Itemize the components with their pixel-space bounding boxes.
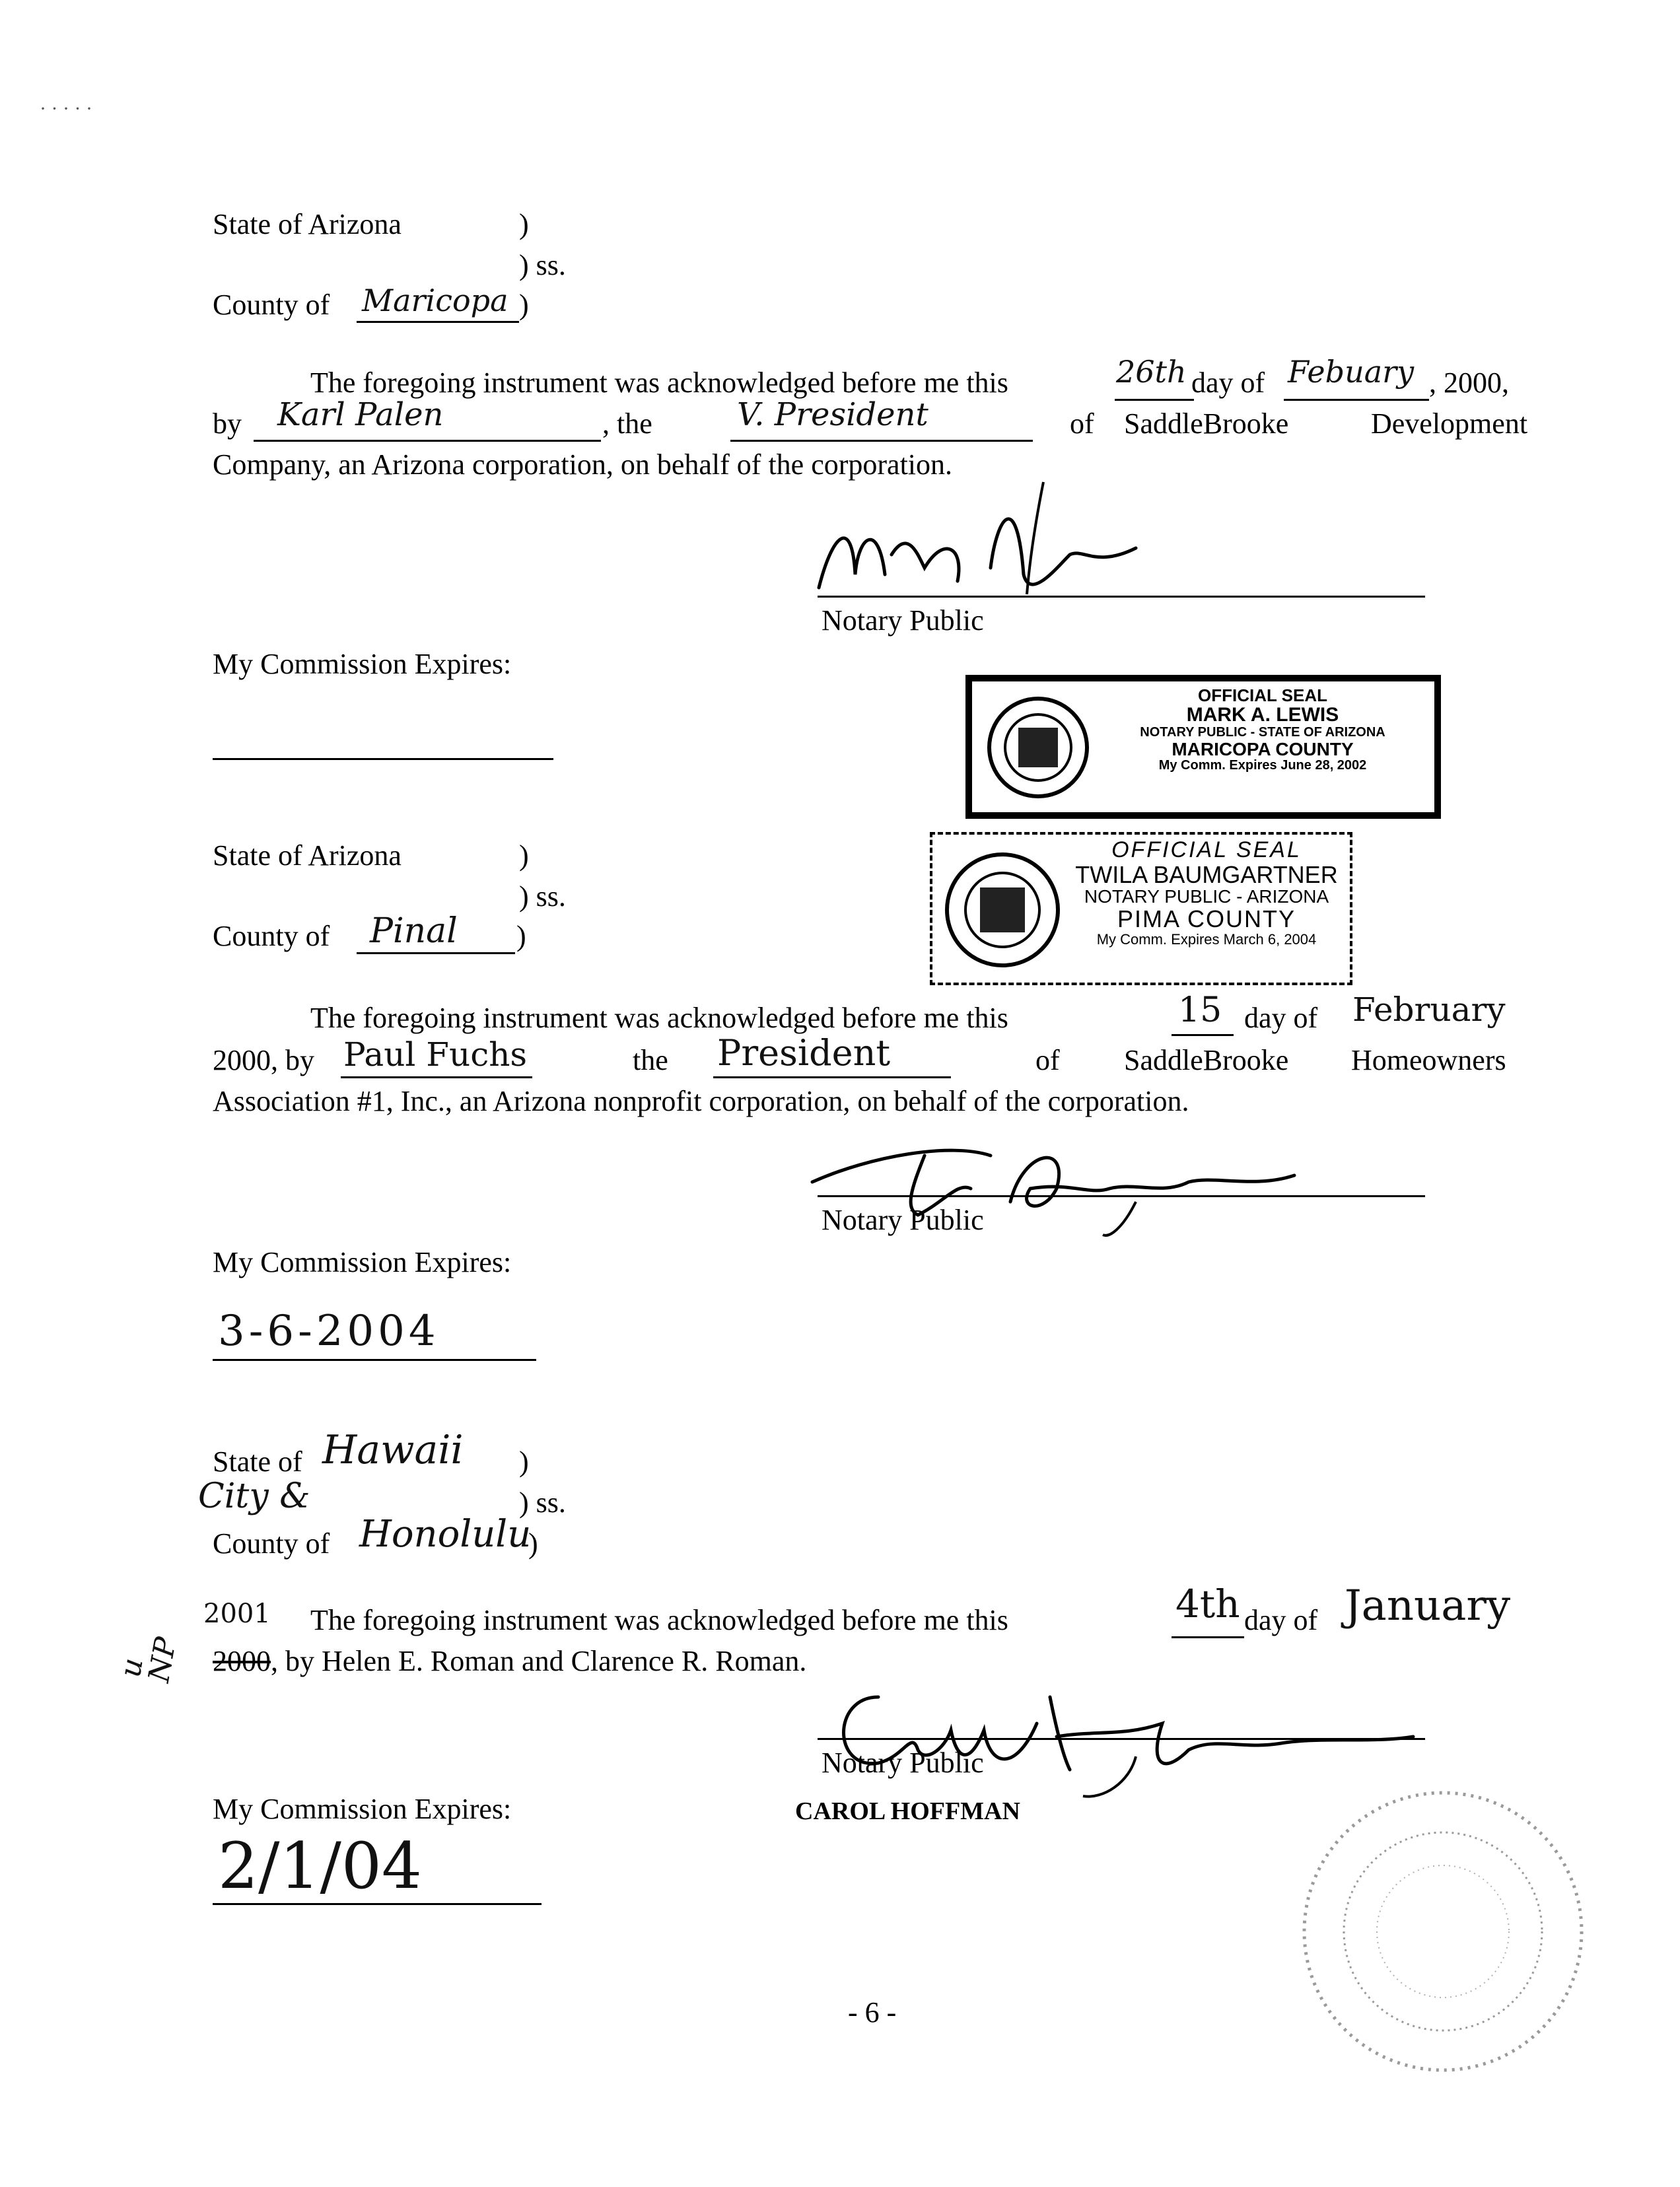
seal1-line4: MARICOPA COUNTY: [1172, 738, 1354, 759]
county-handwriting: Maricopa: [362, 283, 508, 318]
ack-of: of: [1035, 1044, 1060, 1076]
seal1-line3: NOTARY PUBLIC - STATE OF ARIZONA: [1140, 724, 1385, 740]
venue-county-label: County of: [213, 1527, 330, 1560]
venue-state-close: ): [519, 1445, 529, 1478]
name-blank: [341, 1076, 532, 1078]
page-number: - 6 -: [848, 1996, 897, 2029]
ack-company-b: Development: [1371, 407, 1528, 440]
ack-the: the: [633, 1044, 668, 1076]
venue-ss: ) ss.: [519, 249, 566, 281]
ack-text-3: Company, an Arizona corporation, on behalf of the corporation.: [213, 448, 953, 481]
ack-text-2: , by Helen E. Roman and Clarence R. Roman.: [271, 1645, 807, 1677]
month-handwriting: February: [1352, 990, 1506, 1029]
ack-dayof: day of: [1191, 366, 1265, 399]
seal2-line2: TWILA BAUMGARTNER: [1075, 860, 1338, 888]
title-handwriting: President: [717, 1032, 891, 1074]
year-correction-handwriting: 2001: [203, 1599, 271, 1629]
city-handwriting: City &: [198, 1476, 310, 1516]
ack-dayof: day of: [1244, 1002, 1318, 1034]
ack-text-1: The foregoing instrument was acknowledged before me this: [310, 1002, 1008, 1034]
seal2-line4: PIMA COUNTY: [1117, 905, 1296, 932]
venue-county-close: ): [519, 289, 529, 321]
year-struck: 2000: [213, 1645, 271, 1677]
seal1-line2: MARK A. LEWIS: [1186, 704, 1339, 726]
day-handwriting: 15: [1178, 990, 1222, 1030]
ack-of: of: [1070, 407, 1094, 440]
seal2-line5: My Comm. Expires March 6, 2004: [1096, 930, 1317, 948]
ack-text-1: The foregoing instrument was acknowledged before me this: [310, 1604, 1008, 1636]
day-blank: [1172, 1636, 1244, 1638]
county-handwriting: Pinal: [370, 911, 458, 951]
state-handwriting: Hawaii: [322, 1427, 464, 1473]
venue-county-label: County of: [213, 289, 330, 321]
ack-dayof: day of: [1244, 1604, 1318, 1636]
official-seal-mark-lewis: [965, 675, 1441, 819]
venue-ss: ) ss.: [519, 1486, 566, 1519]
day-blank: [1172, 1034, 1234, 1036]
commission-expires-label: My Commission Expires:: [213, 1246, 512, 1278]
expires-handwriting: 2/1/04: [218, 1829, 422, 1903]
venue-state-label: State of: [213, 1445, 302, 1478]
margin-initials: u NP: [113, 1634, 184, 1685]
title-blank: [713, 1076, 951, 1078]
ack-by: by: [213, 407, 242, 440]
venue-county-close: ): [516, 920, 526, 952]
county-handwriting: Honolulu: [359, 1513, 532, 1556]
title-handwriting: V. President: [737, 396, 928, 433]
name-handwriting: Karl Palen: [277, 396, 444, 433]
notary-printed-name: CAROL HOFFMAN: [795, 1797, 1020, 1825]
ack-text-1: The foregoing instrument was acknowledged before me this: [310, 366, 1008, 399]
county-blank: [357, 321, 519, 323]
day-handwriting: 26th: [1116, 354, 1187, 390]
commission-expires-label: My Commission Expires:: [213, 1793, 512, 1825]
scan-marks: · · · · ·: [40, 98, 92, 120]
ack-year: , 2000,: [1429, 366, 1509, 399]
arizona-seal-icon: [943, 850, 1062, 969]
venue-state: State of Arizona: [213, 208, 402, 240]
ack-the: , the: [602, 407, 652, 440]
venue-paren: ): [519, 839, 529, 872]
commission-blank: [213, 758, 553, 760]
name-blank: [254, 440, 601, 442]
signature-line: [818, 1195, 1425, 1197]
name-handwriting: Paul Fuchs: [343, 1035, 528, 1074]
commission-blank: [213, 1903, 542, 1905]
venue-ss: ) ss.: [519, 880, 566, 913]
seal2-line3: NOTARY PUBLIC - ARIZONA: [1084, 886, 1329, 907]
county-blank: [357, 952, 515, 954]
signature-line: [818, 596, 1425, 598]
seal1-line5: My Comm. Expires June 28, 2002: [1158, 758, 1367, 773]
ack-text-3: Association #1, Inc., an Arizona nonprofit corporation, on behalf of the corporation.: [213, 1085, 1189, 1117]
title-blank: [730, 440, 1033, 442]
commission-expires-label: My Commission Expires:: [213, 648, 512, 680]
month-blank: [1284, 399, 1429, 401]
ack-company-a: SaddleBrooke: [1124, 407, 1289, 440]
month-handwriting: Febuary: [1288, 354, 1415, 390]
notary-signature-mark-lewis: [792, 475, 1162, 614]
ack-org-b: Homeowners: [1351, 1044, 1506, 1076]
notary-public-label: Notary Public: [822, 1204, 984, 1236]
official-seal-twila-baumgartner: [930, 832, 1352, 985]
embossed-notary-seal-icon: [1294, 1783, 1592, 2080]
seal2-line1: OFFICIAL SEAL: [1111, 837, 1302, 862]
notary-public-label: Notary Public: [822, 1747, 984, 1779]
ack-year: 2000, by: [213, 1044, 314, 1076]
venue-county-label: County of: [213, 920, 330, 952]
commission-blank: [213, 1359, 536, 1361]
venue-county-close: ): [528, 1527, 538, 1560]
day-handwriting: 4th: [1175, 1581, 1240, 1626]
signature-line: [818, 1738, 1425, 1740]
venue-paren: ): [519, 208, 529, 240]
day-blank: [1115, 399, 1194, 401]
notary-public-label: Notary Public: [822, 604, 984, 637]
seal1-line1: OFFICIAL SEAL: [1198, 685, 1327, 705]
expires-handwriting: 3-6-2004: [218, 1307, 440, 1356]
ack-org-a: SaddleBrooke: [1124, 1044, 1289, 1076]
venue-state: State of Arizona: [213, 839, 402, 872]
month-handwriting: January: [1345, 1581, 1511, 1630]
arizona-seal-icon: [985, 695, 1091, 800]
